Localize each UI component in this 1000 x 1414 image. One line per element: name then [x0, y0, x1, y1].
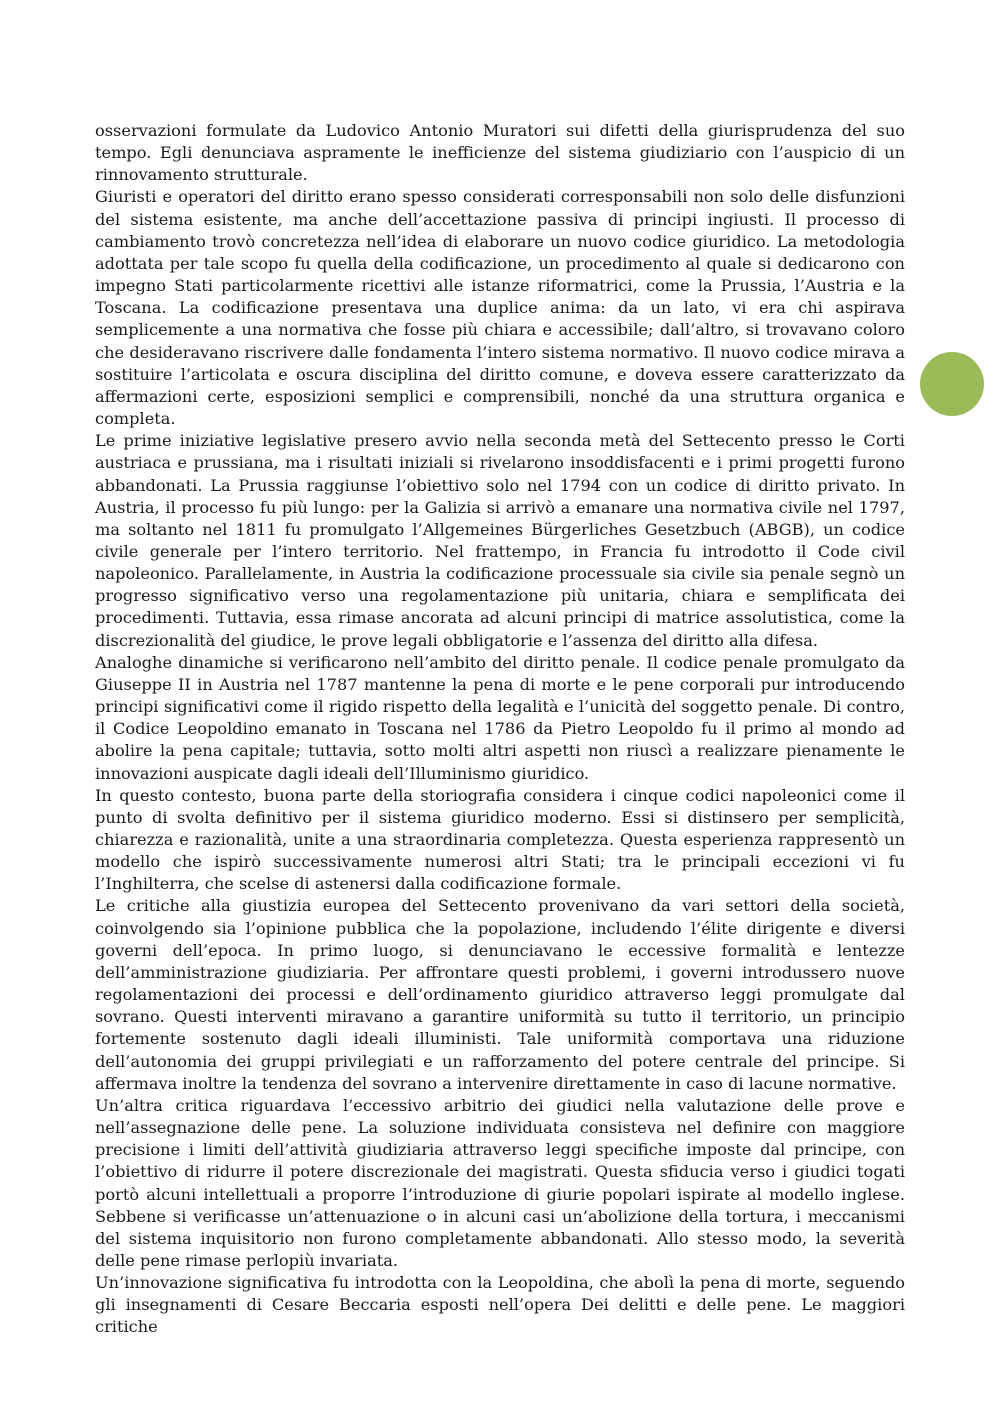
document-body — [95, 120, 905, 1339]
green-circle-marker — [920, 352, 984, 416]
paragraph-last: Un’innovazione significativa fu introdotta con la Leopoldina, che abolì la pena di morte, seguendo gli insegnamenti di Cesare Beccaria esposti nell’opera Dei delitti e delle pene. Le maggiori critiche — [95, 1273, 905, 1337]
paragraph: osservazioni formulate da Ludovico Antonio Muratori sui difetti della giurisprudenza del suo tempo. Egli denunciava aspramente le inefficienze del sistema giudiziario con l’auspicio di un rinnovamento strutturale. — [95, 121, 905, 185]
paragraph: Un’altra critica riguardava l’eccessivo arbitrio dei giudici nella valutazione delle prove e nell’assegnazione delle pene. La soluzione individuata consisteva nel definire con maggiore precisione i limiti dell’attività giudiziaria attraverso leggi specifiche imposte dal principe, con l’obiettivo di ridurre il potere discrezionale dei magistrati. Questa sfiducia verso i giudici togati portò alcuni intellettuali a proporre l’introduzione di giurie popolari ispirate al modello inglese. Sebbene si verificasse un’attenuazione o in alcuni casi un’abolizione della tortura, i meccanismi del sistema inquisitorio non furono completamente abbandonati. Allo stesso modo, la severità delle pene rimase perlopiù invariata. — [95, 1095, 905, 1270]
paragraph: Analoghe dinamiche si verificarono nell’ambito del diritto penale. Il codice penale promulgato da Giuseppe II in Austria nel 1787 mantenne la pena di morte e le pene corporali pur introducendo principi significativi come il rigido rispetto della legalità e l’unicità del soggetto penale. Di contro, il Codice Leopoldino emanato in Toscana nel 1786 da Pietro Leopoldo fu il primo al mondo ad abolire la pena capitale; tuttavia, sotto molti altri aspetti non riuscì a realizzare pienamente le innovazioni auspicate dagli ideali dell’Illuminismo giuridico. — [95, 652, 905, 783]
paragraph: In questo contesto, buona parte della storiografia considera i cinque codici napoleonici come il punto di svolta definitivo per il sistema giuridico moderno. Essi si distinsero per semplicità, chiarezza e razionalità, unite a una straordinaria completezza. Questa esperienza rappresentò un modello che ispirò successivamente numerosi altri Stati; tra le principali eccezioni vi fu l’Inghilterra, che scelse di astenersi dalla codificazione formale. — [95, 785, 905, 894]
paragraph: Le prime iniziative legislative presero avvio nella seconda metà del Settecento presso le Corti austriaca e prussiana, ma i risultati iniziali si rivelarono insoddisfacenti e i primi progetti furono abbandonati. La Prussia raggiunse l’obiettivo solo nel 1794 con un codice di diritto privato. In Austria, il processo fu più lungo: per la Galizia si arrivò a emanare una normativa civile nel 1797, ma soltanto nel 1811 fu promulgato l’Allgemeines Bürgerliches Gesetzbuch (ABGB), un codice civile generale per l’intero territorio. Nel frattempo, in Francia fu introdotto il Code civil napoleonico. Parallelamente, in Austria la codificazione processuale sia civile sia penale segnò un progresso significativo verso una regolamentazione più unitaria, chiara e semplificata dei procedimenti. Tuttavia, essa rimase ancorata ad alcuni principi di matrice assolutistica, come la discrezionalità del giudice, le prove legali obbligatorie e l’assenza del diritto alla difesa. — [95, 431, 905, 650]
paragraph: Le critiche alla giustizia europea del Settecento provenivano da vari settori della società, coinvolgendo sia l’opinione pubblica che la popolazione, includendo l’élite dirigente e diversi governi dell’epoca. In primo luogo, si denunciavano le eccessive formalità e lentezze dell’amministrazione giudiziaria. Per affrontare questi problemi, i governi introdussero nuove regolamentazioni dei processi e dell’ordinamento giuridico attraverso leggi promulgate dal sovrano. Questi interventi miravano a garantire uniformità su tutto il territorio, un principio fortemente sostenuto dagli ideali illuministi. Tale uniformità comportava una riduzione dell’autonomia dei gruppi privilegiati e un rafforzamento del potere centrale del principe. Si affermava inoltre la tendenza del sovrano a intervenire direttamente in caso di lacune normative. — [95, 896, 905, 1093]
paragraph: Giuristi e operatori del diritto erano spesso considerati corresponsabili non solo delle disfunzioni del sistema esistente, ma anche dell’accettazione passiva di principi ingiusti. Il processo di cambiamento trovò concretezza nell’idea di elaborare un nuovo codice giuridico. La metodologia adottata per tale scopo fu quella della codificazione, un procedimento al quale si dedicarono con impegno Stati particolarmente ricettivi alle istanze riformatrici, come la Prussia, l’Austria e la Toscana. La codificazione presentava una duplice anima: da un lato, vi era chi aspirava semplicemente a una normativa che fosse più chiara e accessibile; dall’altro, si trovavano coloro che desideravano riscrivere dalle fondamenta l’intero sistema normativo. Il nuovo codice mirava a sostituire l’articolata e oscura disciplina del diritto comune, e doveva essere caratterizzato da affermazioni certe, esposizioni semplici e comprensibili, nonché da una struttura organica e completa. — [95, 187, 905, 429]
